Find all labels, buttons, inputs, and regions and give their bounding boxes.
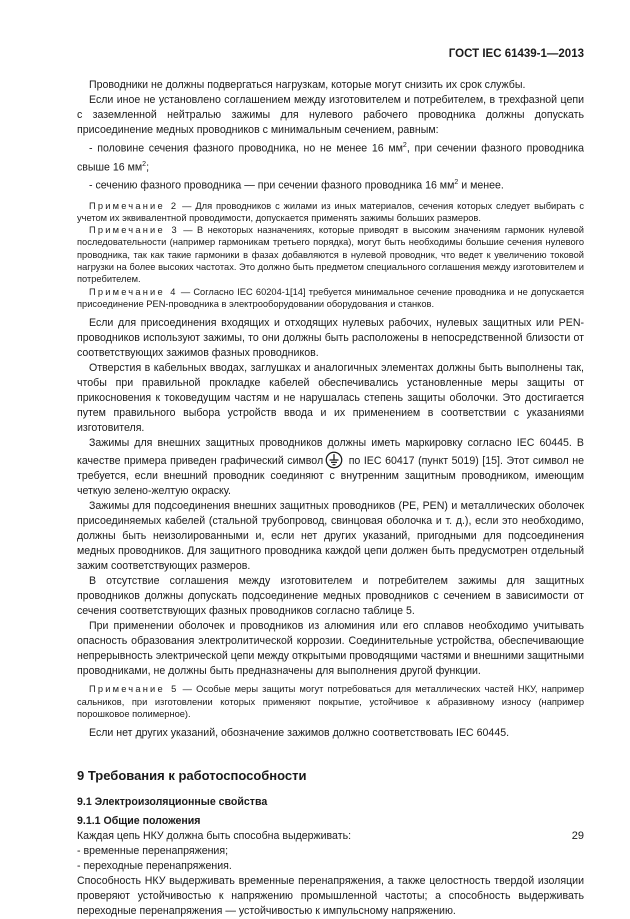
paragraph [77, 138, 584, 175]
note-text: — Для проводников с жилами из иных материалов, сечения которых следует выбирать с учетом их эквивалентной проводимости, допускается применять зажимы больших размеров. [77, 200, 584, 223]
list-item: - временные перенапряжения; [77, 845, 229, 858]
section-heading: 9 Требования к работоспособности [77, 768, 307, 784]
paragraph: Если иное не установлено соглашением между изготовителем и потребителем, в трехфазной цепи с заземленной нейтралью зажимы для нулевого рабочего проводника должны допускать присоединение медных проводников с минимальным сечением, равным: [77, 94, 584, 136]
text: - половине сечения фазного проводника, но не менее 16 мм [89, 142, 403, 155]
text: , при сечении фазного проводника свыше 16 мм [77, 142, 584, 174]
text: - сечению фазного проводника — при сечении фазного проводника 16 мм [89, 179, 455, 192]
paragraph: Если нет других указаний, обозначение зажимов должно соответствовать IEC 60445. [89, 727, 510, 740]
note-label: Примечание 3 [89, 225, 179, 236]
note-text: — Особые меры защиты могут потребоваться для металлических частей НКУ, например сальников, при изготовлении которых применяют покрытие, устойчивое к абразивному износу (например порошковое полимерное). [77, 684, 584, 719]
superscript: 2 [402, 142, 407, 149]
paragraph: При применении оболочек и проводников из алюминия или его сплавов необходимо учитывать опасность образования электролитической коррозии. Соединительные устройства, обеспечивающие непрерывность электрической цепи между открытыми проводящими частями и внешними защитными проводниками, не должны быть предназначены для выполнения другой функции. [77, 620, 584, 678]
paragraph [77, 175, 584, 194]
note-3 [77, 224, 584, 285]
note-label: Примечание 4 [89, 286, 178, 297]
note-label: Примечание 2 [89, 200, 179, 211]
superscript: 2 [454, 179, 459, 187]
note-2 [77, 200, 584, 225]
paragraph [77, 436, 584, 499]
document-header: ГОСТ IEC 61439-1—2013 [448, 48, 584, 60]
text: по IEC 60417 (пункт 5019) [15]. Этот символ не требуется, если внешний проводник соединяют с внутренним защитным проводником, имеющим четкую зелено-желтую окраску. [77, 455, 584, 498]
text: ; [146, 161, 150, 174]
note-text: — Согласно IEC 60204-1[14] требуется минимальное сечение проводника и не допускается присоединение PEN-проводника в электрооборудовании оборудования и станков. [77, 286, 584, 309]
note-text: — В некоторых назначениях, которые приводят в высоким значениям гармоник нулевой последовательности (например гармоникам третьего порядка), могут быть необходимы большие сечения нулевого проводника, так как такие гармоники в фазах добавляются в нулевой проводник, что ведет к увеличению токовой нагрузки на более высоких частотах. Это должно быть предметом специального соглашения между изготовителем и потребителем. [77, 225, 584, 285]
paragraph: Зажимы для подсоединения внешних защитных проводников (PE, PEN) и металлических оболочек присоединяемых кабелей (стальной трубопровод, свинцовая оболочка и т. д.), если это необходимо, должны быть неизолированными и, если нет других указаний, пригодными для подсоединения медных проводников. Для защитного проводника каждой цепи должен быть предусмотрен отдельный зажим соответствующих размеров. [77, 500, 584, 573]
subsection-heading: 9.1 Электроизоляционные свойства [77, 796, 268, 809]
note-4 [77, 286, 584, 311]
list-item: - переходные перенапряжения. [77, 860, 232, 873]
paragraph: Каждая цепь НКУ должна быть способна выдерживать: [77, 830, 352, 843]
text: Зажимы для внешних защитных проводников должны иметь маркировку согласно IEC 60445. В качестве примера приведен графический символ [77, 437, 584, 468]
protective-earth-icon [325, 451, 343, 469]
subsection-heading: 9.1.1 Общие положения [77, 815, 201, 828]
note-5 [77, 683, 584, 720]
superscript: 2 [142, 160, 147, 168]
paragraph: Если для присоединения входящих и отходящих нулевых рабочих, нулевых защитных или PEN-проводников используют зажимы, то они должны быть расположены в непосредственной близости от соответствующих зажимов фазных проводников. [77, 317, 584, 360]
page-number: 29 [571, 830, 584, 842]
text: и менее. [458, 179, 504, 192]
paragraph: В отсутствие соглашения между изготовителем и потребителем зажимы для защитных проводников должны допускать подсоединение медных проводников с сечением в зависимости от сечения соответствующих фазных проводников согласно таблице 5. [77, 575, 584, 618]
note-label: Примечание 5 [89, 684, 179, 695]
paragraph: Проводники не должны подвергаться нагрузкам, которые могут снизить их срок службы. [89, 79, 526, 91]
paragraph: Способность НКУ выдерживать временные перенапряжения, а также целостность твердой изоляции проверяют устойчивостью к напряжению промышленной частоты; а способность выдерживать переходные перенапряжения — устойчивостью к импульсному напряжению. [77, 875, 584, 918]
page-content [77, 78, 584, 919]
paragraph: Отверстия в кабельных вводах, заглушках и аналогичных элементах должны быть выполнены так, чтобы при правильной прокладке кабелей обеспечивались установленные меры защиты от прикосновения к токоведущим частям и не нарушалась степень защиты оболочки. Это достигается путем правильного выбора устройств ввода и их применением в соответствии с указаниями изготовителя. [77, 362, 584, 435]
